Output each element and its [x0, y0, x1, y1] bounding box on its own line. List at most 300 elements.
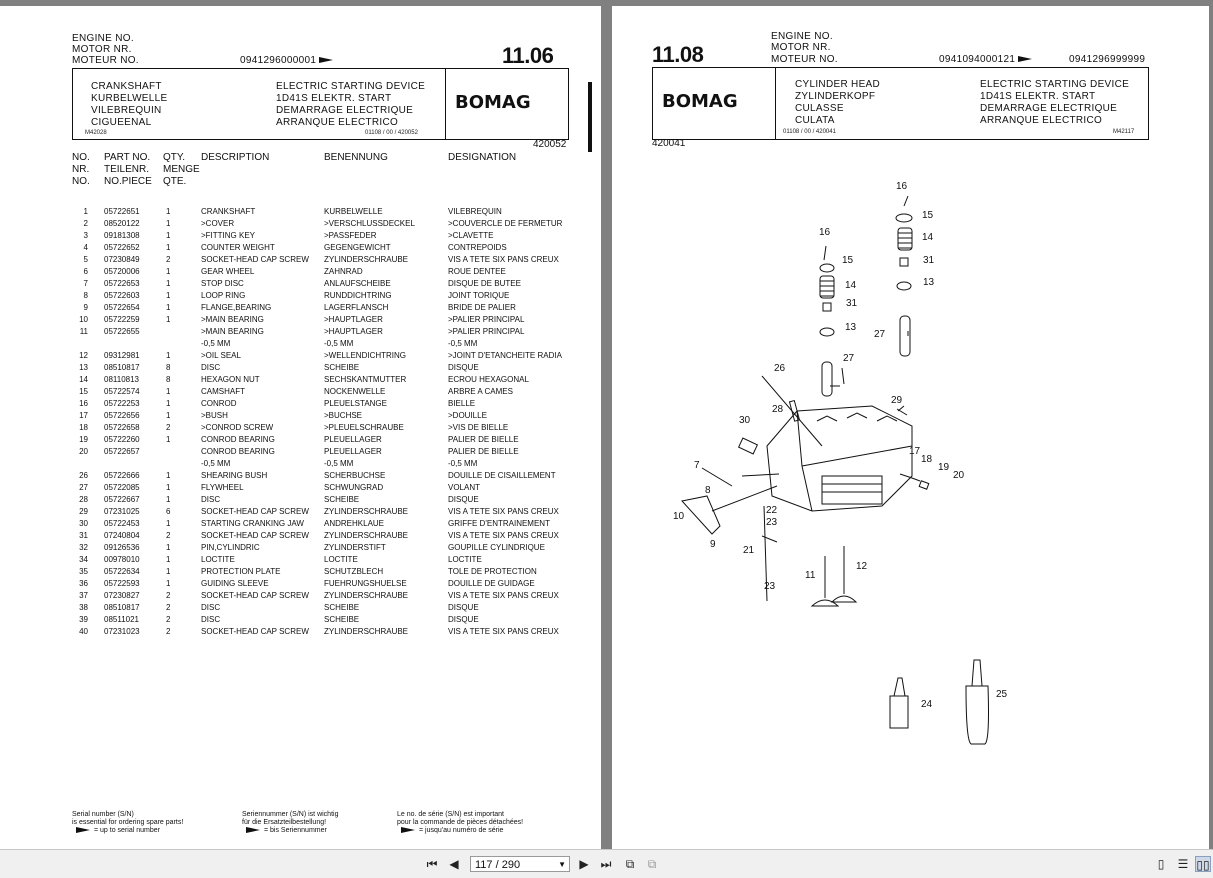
part-benennung: >WELLENDICHTRING — [324, 351, 407, 360]
callout-14a: 14 — [922, 232, 934, 243]
part-quantity: 1 — [166, 315, 171, 324]
part-benennung: SCHEIBE — [324, 603, 360, 612]
part-index: 37 — [79, 591, 88, 600]
part-number: 05722666 — [104, 471, 140, 480]
part-benennung: FUEHRUNGSHUELSE — [324, 579, 407, 588]
part-index: 4 — [83, 243, 88, 252]
part-number: 05722085 — [104, 483, 140, 492]
part-index: 27 — [79, 483, 88, 492]
part-benennung: >PASSFEDER — [324, 231, 377, 240]
footer-de — [242, 811, 338, 835]
part-index: 38 — [79, 603, 88, 612]
part-number: 05722603 — [104, 291, 140, 300]
callout-20: 20 — [953, 470, 965, 481]
part-quantity: 1 — [166, 351, 171, 360]
col-header-qty-fr: QTE. — [163, 176, 187, 187]
part-number: 07230849 — [104, 255, 140, 264]
subtitle-es: ARRANQUE ELECTRICO — [276, 117, 399, 128]
footer-fr-line1: Le no. de série (S/N) est important — [397, 811, 504, 818]
part-number: 08110813 — [104, 375, 139, 384]
callout-10: 10 — [673, 511, 685, 522]
part-index: 36 — [79, 579, 88, 588]
part-benennung: LOCTITE — [324, 555, 358, 564]
part-description: PIN,CYLINDRIC — [201, 543, 260, 552]
part-designation: VIS A TETE SIX PANS CREUX — [448, 591, 559, 600]
serial-from-value: 0941094000121 — [939, 54, 1016, 65]
part-quantity: 1 — [166, 207, 171, 216]
part-benennung: ZYLINDERSCHRAUBE — [324, 255, 409, 264]
part-number: 09181308 — [104, 231, 140, 240]
part-description: LOOP RING — [201, 291, 246, 300]
title-es: CULATA — [795, 115, 835, 126]
callout-24: 24 — [921, 699, 933, 710]
part-number: 05720006 — [104, 267, 140, 276]
part-benennung: SCHEIBE — [324, 615, 360, 624]
part-designation: VIS A TETE SIX PANS CREUX — [448, 507, 559, 516]
title-en: CRANKSHAFT — [91, 81, 162, 92]
part-number: 08510817 — [104, 603, 140, 612]
part-designation: LOCTITE — [448, 555, 482, 564]
part-number: 05722634 — [104, 567, 140, 576]
part-benennung: PLEUELLAGER — [324, 447, 382, 456]
col-header-no-de: NR. — [72, 164, 90, 175]
part-benennung: SCHEIBE — [324, 363, 360, 372]
part-quantity: 2 — [166, 531, 171, 540]
subtitle-de: 1D41S ELEKTR. START — [276, 93, 392, 104]
part-quantity: 2 — [166, 615, 171, 624]
callout-29: 29 — [891, 395, 903, 406]
two-page-view-icon[interactable]: ▯▯ — [1196, 858, 1210, 872]
part-designation: PALIER DE BIELLE — [448, 447, 519, 456]
drawing-ref: 420052 — [533, 139, 567, 150]
part-number: 05722655 — [104, 327, 140, 336]
part-number: 07231025 — [104, 507, 140, 516]
code-right: M42117 — [1113, 129, 1135, 135]
code-left: M42028 — [85, 130, 107, 136]
next-page-icon[interactable]: ▶ — [579, 857, 589, 871]
part-benennung: >PLEUELSCHRAUBE — [324, 423, 404, 432]
part-quantity: 1 — [166, 411, 171, 420]
callout-23b: 23 — [764, 581, 776, 592]
title-names-left — [91, 81, 167, 129]
footer-fr-line3 — [397, 827, 523, 835]
part-designation: ARBRE A CAMES — [448, 387, 513, 396]
part-quantity: 2 — [166, 627, 171, 636]
part-index: 39 — [79, 615, 88, 624]
col-header-part — [104, 152, 152, 188]
previous-page-icon[interactable]: ◀ — [449, 857, 459, 871]
part-quantity: 1 — [166, 303, 171, 312]
part-number: 05722593 — [104, 579, 140, 588]
footer-de-line3 — [242, 827, 338, 835]
part-designation: DISQUE — [448, 495, 479, 504]
part-number: 05722653 — [104, 279, 140, 288]
part-number: 08510817 — [104, 363, 140, 372]
part-benennung: SECHSKANTMUTTER — [324, 375, 407, 384]
part-designation: >JOINT D'ETANCHEITE RADIA — [448, 351, 562, 360]
part-index: 7 — [83, 279, 88, 288]
part-benennung: SCHWUNGRAD — [324, 483, 384, 492]
part-benennung: RUNDDICHTRING — [324, 291, 392, 300]
part-index: 16 — [79, 399, 88, 408]
part-number: 05722453 — [104, 519, 140, 528]
part-index: 28 — [79, 495, 88, 504]
col-header-part-fr: NO.PIECE — [104, 176, 152, 187]
col-header-qty-en: QTY. — [163, 152, 186, 163]
part-description: SOCKET-HEAD CAP SCREW — [201, 591, 309, 600]
callout-19: 19 — [938, 462, 950, 473]
part-quantity: 2 — [166, 255, 171, 264]
part-benennung: SCHEIBE — [324, 495, 360, 504]
footer-en-line3 — [72, 827, 183, 835]
part-description: >MAIN BEARING — [201, 327, 264, 336]
title-en: CYLINDER HEAD — [795, 79, 881, 90]
section-number: 11.08 — [652, 42, 704, 67]
part-description: LOCTITE — [201, 555, 235, 564]
part-benennung: PLEUELSTANGE — [324, 399, 387, 408]
footer-en-line2: is essential for ordering spare parts! — [72, 819, 184, 826]
page-number-select[interactable] — [470, 856, 570, 872]
callout-23a: 23 — [766, 517, 778, 528]
single-page-view-icon[interactable]: ▯ — [1157, 857, 1165, 871]
fit-width-icon[interactable]: ⧉ — [647, 857, 657, 871]
col-header-no-fr: NO. — [72, 176, 90, 187]
part-designation: ROUE DENTEE — [448, 267, 506, 276]
part-designation: GRIFFE D'ENTRAINEMENT — [448, 519, 550, 528]
viewer-toolbar — [0, 849, 1213, 878]
callout-18: 18 — [921, 454, 933, 465]
part-description: STARTING CRANKING JAW — [201, 519, 304, 528]
part-index: 6 — [83, 267, 88, 276]
serial-from-value: 0941296000001 — [240, 55, 317, 66]
part-description: -0,5 MM — [201, 459, 231, 468]
part-designation: DISQUE DE BUTEE — [448, 279, 521, 288]
part-quantity: 1 — [166, 483, 171, 492]
last-page-icon[interactable]: ⏭ — [600, 857, 612, 871]
part-description: FLANGE,BEARING — [201, 303, 272, 312]
part-designation: >PALIER PRINCIPAL — [448, 315, 525, 324]
part-description: GUIDING SLEEVE — [201, 579, 269, 588]
callout-27a: 27 — [874, 329, 886, 340]
part-benennung: ZYLINDERSTIFT — [324, 543, 386, 552]
part-quantity: 8 — [166, 375, 171, 384]
bomag-logo: BOMAG — [662, 91, 738, 112]
col-header-description: DESCRIPTION — [201, 152, 270, 163]
part-description: DISC — [201, 363, 221, 372]
part-quantity: 1 — [166, 279, 171, 288]
part-benennung: LAGERFLANSCH — [324, 303, 389, 312]
part-designation: >DOUILLE — [448, 411, 487, 420]
part-number: 05722260 — [104, 435, 140, 444]
col-header-no — [72, 152, 90, 188]
part-designation: ECROU HEXAGONAL — [448, 375, 529, 384]
arrow-icon — [401, 827, 415, 833]
footer-de-line1: Seriennummer (S/N) ist wichtig — [242, 811, 339, 818]
engine-label-fr: MOTEUR NO. — [771, 54, 838, 65]
part-quantity: 1 — [166, 399, 171, 408]
chevron-down-icon: ▼ — [558, 860, 566, 869]
part-quantity: 1 — [166, 387, 171, 396]
callout-13a: 13 — [923, 277, 935, 288]
part-description: >CONROD SCREW — [201, 423, 274, 432]
col-header-benennung: BENENNUNG — [324, 152, 388, 163]
callout-7: 7 — [694, 460, 700, 471]
part-number: 08520122 — [104, 219, 140, 228]
part-quantity: 1 — [166, 543, 171, 552]
title-names-right — [276, 81, 425, 129]
part-number: 07240804 — [104, 531, 140, 540]
callout-30: 30 — [739, 415, 751, 426]
left-document-page — [0, 6, 601, 849]
part-index: 40 — [79, 627, 88, 636]
part-benennung: PLEUELLAGER — [324, 435, 382, 444]
part-quantity: 1 — [166, 243, 171, 252]
part-designation: VOLANT — [448, 483, 481, 492]
part-description: CONROD BEARING — [201, 435, 275, 444]
part-designation: DOUILLE DE GUIDAGE — [448, 579, 535, 588]
part-designation: DISQUE — [448, 603, 479, 612]
callout-11: 11 — [805, 570, 816, 581]
title-fr: VILEBREQUIN — [91, 105, 162, 116]
cylinder-head-exploded-drawing — [612, 6, 1209, 849]
part-benennung: SCHUTZBLECH — [324, 567, 384, 576]
col-header-designation: DESIGNATION — [448, 152, 517, 163]
part-index: 3 — [83, 231, 88, 240]
engine-label-de: MOTOR NR. — [72, 44, 132, 55]
footer-fr-line2: pour la commande de pièces détachées! — [397, 819, 524, 826]
title-es: CIGUEENAL — [91, 117, 152, 128]
callout-25: 25 — [996, 689, 1008, 700]
part-benennung: ZYLINDERSCHRAUBE — [324, 531, 409, 540]
title-de: KURBELWELLE — [91, 93, 168, 104]
callout-9: 9 — [710, 539, 716, 550]
part-designation: BIELLE — [448, 399, 476, 408]
part-quantity: 6 — [166, 507, 171, 516]
part-quantity: 2 — [166, 603, 171, 612]
part-description: SHEARING BUSH — [201, 471, 268, 480]
part-quantity: 1 — [166, 555, 171, 564]
part-number: 05722574 — [104, 387, 140, 396]
part-quantity: 1 — [166, 567, 171, 576]
part-index: 17 — [79, 411, 88, 420]
part-description: CAMSHAFT — [201, 387, 245, 396]
part-description: FLYWHEEL — [201, 483, 244, 492]
subtitle-en: ELECTRIC STARTING DEVICE — [980, 79, 1130, 90]
part-index: 15 — [79, 387, 88, 396]
part-description: COUNTER WEIGHT — [201, 243, 275, 252]
part-designation: VIS A TETE SIX PANS CREUX — [448, 627, 559, 636]
subtitle-fr: DEMARRAGE ELECTRIQUE — [276, 105, 414, 116]
part-quantity: 1 — [166, 435, 171, 444]
footer-fr — [397, 811, 523, 835]
part-description: SOCKET-HEAD CAP SCREW — [201, 627, 309, 636]
part-designation: GOUPILLE CYLINDRIQUE — [448, 543, 545, 552]
part-quantity: 2 — [166, 591, 171, 600]
col-header-no-en: NO. — [72, 152, 90, 163]
part-quantity: 1 — [166, 267, 171, 276]
part-description: STOP DISC — [201, 279, 244, 288]
part-designation: -0,5 MM — [448, 339, 478, 348]
part-benennung: -0,5 MM — [324, 459, 354, 468]
part-designation: DOUILLE DE CISAILLEMENT — [448, 471, 556, 480]
part-index: 11 — [79, 327, 88, 336]
part-description: DISC — [201, 603, 221, 612]
subtitle-es: ARRANQUE ELECTRICO — [980, 115, 1103, 126]
part-designation: BRIDE DE PALIER — [448, 303, 516, 312]
part-number: 05722656 — [104, 411, 140, 420]
engine-label-en: ENGINE NO. — [771, 31, 833, 42]
arrow-icon — [76, 827, 90, 833]
part-index: 20 — [79, 447, 88, 456]
part-benennung: KURBELWELLE — [324, 207, 383, 216]
part-benennung: >VERSCHLUSSDECKEL — [324, 219, 415, 228]
part-benennung: >BUCHSE — [324, 411, 363, 420]
part-index: 13 — [79, 363, 88, 372]
code-mid: 01108 / 00 / 420041 — [783, 129, 836, 135]
part-benennung: ANLAUFSCHEIBE — [324, 279, 391, 288]
part-description: >OIL SEAL — [201, 351, 241, 360]
callout-17: 17 — [909, 446, 921, 457]
bomag-logo: BOMAG — [455, 92, 531, 113]
part-index: 35 — [79, 567, 88, 576]
callout-8: 8 — [705, 485, 711, 496]
part-designation: CONTREPOIDS — [448, 243, 507, 252]
col-header-part-en: PART NO. — [104, 152, 151, 163]
part-designation: >COUVERCLE DE FERMETUR — [448, 219, 563, 228]
callout-22: 22 — [766, 505, 778, 516]
part-description: SOCKET-HEAD CAP SCREW — [201, 507, 309, 516]
part-number: 08511021 — [104, 615, 139, 624]
part-designation: VIS A TETE SIX PANS CREUX — [448, 531, 559, 540]
part-description: >COVER — [201, 219, 235, 228]
part-index: 1 — [83, 207, 88, 216]
part-number: 05722657 — [104, 447, 140, 456]
arrow-icon — [319, 57, 333, 63]
callout-31b: 31 — [846, 298, 858, 309]
part-number: 05722259 — [104, 315, 140, 324]
footer-en-legend: = up to serial number — [94, 827, 160, 834]
part-designation: >PALIER PRINCIPAL — [448, 327, 525, 336]
part-benennung: GEGENGEWICHT — [324, 243, 391, 252]
arrow-icon — [246, 827, 260, 833]
part-number: 09126536 — [104, 543, 140, 552]
part-benennung: ZYLINDERSCHRAUBE — [324, 591, 409, 600]
part-index: 29 — [79, 507, 88, 516]
part-index: 32 — [79, 543, 88, 552]
part-description: >MAIN BEARING — [201, 315, 264, 324]
part-description: GEAR WHEEL — [201, 267, 255, 276]
part-quantity: 1 — [166, 219, 171, 228]
callout-16a: 16 — [896, 181, 908, 192]
part-number: 05722652 — [104, 243, 140, 252]
title-block — [72, 68, 569, 140]
subtitle-de: 1D41S ELEKTR. START — [980, 91, 1096, 102]
part-benennung: -0,5 MM — [324, 339, 354, 348]
part-number: 05722658 — [104, 423, 140, 432]
subtitle-fr: DEMARRAGE ELECTRIQUE — [980, 103, 1118, 114]
part-description: DISC — [201, 615, 221, 624]
drawing-ref: 420041 — [652, 138, 686, 149]
part-description: HEXAGON NUT — [201, 375, 260, 384]
part-quantity: 1 — [166, 291, 171, 300]
part-index: 9 — [83, 303, 88, 312]
callout-21: 21 — [743, 545, 755, 556]
callout-labels — [673, 181, 1008, 710]
fit-page-icon[interactable]: ⧉ — [625, 857, 635, 871]
callout-14b: 14 — [845, 280, 857, 291]
part-description: SOCKET-HEAD CAP SCREW — [201, 531, 309, 540]
callout-13b: 13 — [845, 322, 857, 333]
part-description: CRANKSHAFT — [201, 207, 256, 216]
part-index: 2 — [83, 219, 88, 228]
part-designation: VIS A TETE SIX PANS CREUX — [448, 255, 559, 264]
part-index: 5 — [83, 255, 88, 264]
part-index: 30 — [79, 519, 88, 528]
part-designation: DISQUE — [448, 615, 479, 624]
part-quantity: 1 — [166, 231, 171, 240]
part-number: 05722654 — [104, 303, 140, 312]
section-number: 11.06 — [502, 43, 554, 68]
part-designation: PALIER DE BIELLE — [448, 435, 519, 444]
callout-27b: 27 — [843, 353, 855, 364]
part-index: 19 — [79, 435, 88, 444]
part-quantity: 8 — [166, 363, 171, 372]
part-benennung: NOCKENWELLE — [324, 387, 386, 396]
part-description: PROTECTION PLATE — [201, 567, 281, 576]
part-description: DISC — [201, 495, 221, 504]
engine-label-de: MOTOR NR. — [771, 42, 831, 53]
code-mid: 01108 / 00 / 420052 — [365, 130, 418, 136]
engine-label-fr: MOTEUR NO. — [72, 55, 139, 66]
title-fr: CULASSE — [795, 103, 844, 114]
part-quantity: 2 — [166, 423, 171, 432]
serial-to: 0941296999999 — [1069, 54, 1146, 65]
part-benennung: ZYLINDERSCHRAUBE — [324, 627, 409, 636]
part-index: 10 — [79, 315, 88, 324]
subtitle-en: ELECTRIC STARTING DEVICE — [276, 81, 426, 92]
part-number: 09312981 — [104, 351, 140, 360]
callout-12: 12 — [856, 561, 868, 572]
part-benennung: >HAUPTLAGER — [324, 327, 383, 336]
part-designation: >VIS DE BIELLE — [448, 423, 509, 432]
part-number: 00978010 — [104, 555, 140, 564]
continuous-view-icon[interactable]: ☰ — [1177, 857, 1189, 871]
callout-31a: 31 — [923, 255, 935, 266]
part-index: 31 — [79, 531, 88, 540]
engine-label-en: ENGINE NO. — [72, 33, 134, 44]
footer-de-legend: = bis Seriennummer — [264, 827, 327, 834]
footer-en-line1: Serial number (S/N) — [72, 811, 134, 818]
part-description: CONROD BEARING — [201, 447, 275, 456]
first-page-icon[interactable]: ⏮ — [426, 857, 438, 871]
part-description: >BUSH — [201, 411, 228, 420]
part-description: CONROD — [201, 399, 237, 408]
part-index: 26 — [79, 471, 88, 480]
serial-from — [240, 55, 333, 66]
part-description: SOCKET-HEAD CAP SCREW — [201, 255, 309, 264]
part-number: 07230827 — [104, 591, 140, 600]
part-index: 8 — [83, 291, 88, 300]
part-benennung: ZAHNRAD — [324, 267, 363, 276]
col-header-qty — [163, 152, 200, 188]
part-quantity: 1 — [166, 519, 171, 528]
callout-15b: 15 — [842, 255, 854, 266]
part-benennung: ZYLINDERSCHRAUBE — [324, 507, 409, 516]
part-description: >FITTING KEY — [201, 231, 256, 240]
part-designation: DISQUE — [448, 363, 479, 372]
part-index: 12 — [79, 351, 88, 360]
part-quantity: 1 — [166, 579, 171, 588]
